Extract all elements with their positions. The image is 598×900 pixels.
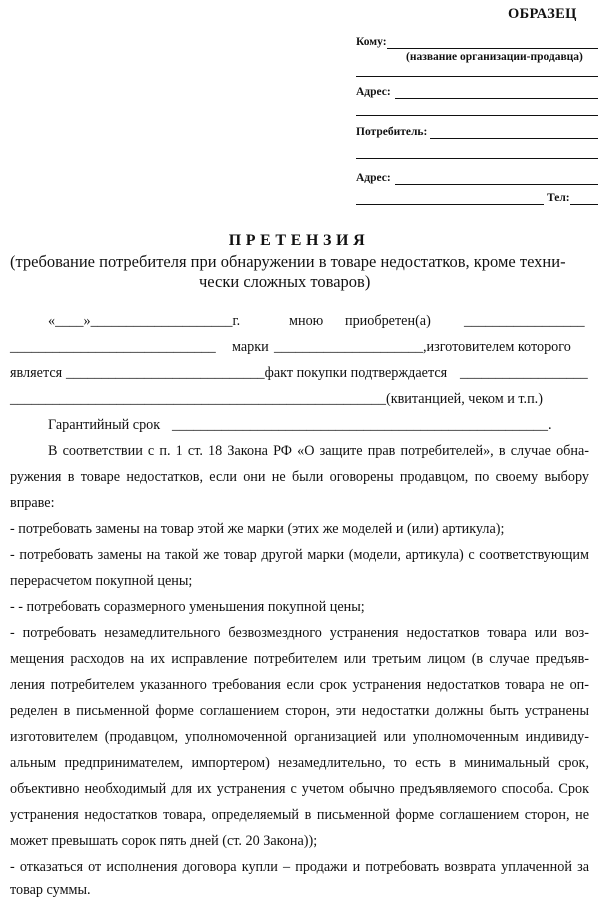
subtitle-line-2: чески сложных товаров) bbox=[199, 272, 371, 291]
consumer-field-line[interactable] bbox=[430, 138, 598, 139]
body-line: устранения недостатков товара, определяемый в письменной форме соглашением сторон, не bbox=[10, 807, 589, 823]
product-field[interactable]: _________________ bbox=[464, 313, 585, 329]
product-field-2[interactable]: _____________________________ bbox=[10, 339, 216, 355]
body-line: вправе: bbox=[10, 495, 55, 511]
consumer-address-field-line[interactable] bbox=[395, 184, 598, 185]
sample-stamp: ОБРАЗЕЦ bbox=[508, 6, 577, 22]
body-line: товар суммы. bbox=[10, 882, 91, 898]
org-field-line[interactable] bbox=[356, 76, 598, 77]
consumer-label: Потребитель: bbox=[356, 126, 428, 138]
body-line: В соответствии с п. 1 ст. 18 Закона РФ «О защите прав потребителей», в случае обна- bbox=[48, 443, 589, 459]
body-line: - потребовать незамедлительного безвозмездного устранения недостатков товара или воз- bbox=[10, 625, 589, 641]
body-line: - отказаться от исполнения договора купли – продажи и потребовать возврата уплаченной за bbox=[10, 859, 589, 875]
body-line: - потребовать замены на товар этой же марки (этих же моделей и (или) артикула); bbox=[10, 521, 505, 537]
brand-field[interactable]: _____________________,изготовителем которого bbox=[274, 339, 571, 355]
body-line: перерасчетом покупной цены; bbox=[10, 573, 193, 589]
warranty-field[interactable]: _____________________________________________________. bbox=[172, 417, 552, 433]
warranty-label: Гарантийный срок bbox=[48, 417, 161, 433]
body-line: ления потребителем указанного требования если срок устранения недостатков товара не оп- bbox=[10, 677, 589, 693]
subtitle-line-1: (требование потребителя при обнаружении в товаре недостатков, кроме техни- bbox=[10, 252, 566, 271]
body-line: альным предпринимателем, импортером) незамедлительно, то есть в минимальный срок, bbox=[10, 755, 589, 771]
acquired-text: приобретен(а) bbox=[345, 313, 431, 329]
body-line: ределен в письменной форме соглашением сторон, эти недостатки должны быть устранены bbox=[10, 703, 589, 719]
address-label: Адрес: bbox=[356, 86, 391, 98]
consumer-address-label: Адрес: bbox=[356, 172, 391, 184]
body-line: мещения расходов на их исправление потребителем или третьим лицом (в случае предъяв- bbox=[10, 651, 589, 667]
manufacturer-field[interactable]: ____________________________факт покупки подтверждается bbox=[66, 365, 448, 381]
phone-label: Тел: bbox=[547, 192, 570, 204]
body-line: изготовителем (продавцом, уполномоченной организацией или уполномоченным индивиду- bbox=[10, 729, 589, 745]
body-line: ружения в товаре недостатков, если они не были оговорены продавцом, по своему выбору bbox=[10, 469, 589, 485]
body-line: - потребовать замены на такой же товар другой марки (модели, артикула) с соответствующим bbox=[10, 547, 589, 563]
is-text: является bbox=[10, 365, 63, 381]
address-field-line-2[interactable] bbox=[356, 115, 598, 116]
proof-field[interactable]: __________________ bbox=[460, 365, 588, 381]
address-field-line[interactable] bbox=[395, 98, 598, 99]
consumer-field-line-2[interactable] bbox=[356, 158, 598, 159]
to-field-line[interactable] bbox=[387, 48, 598, 49]
to-label: Кому: bbox=[356, 36, 387, 48]
by-me-text: мною bbox=[289, 313, 324, 329]
body-line: - - потребовать соразмерного уменьшения покупной цены; bbox=[10, 599, 365, 615]
body-line: объективно необходимый для их устранения с учетом обычно предъявляемого способа. Срок bbox=[10, 781, 589, 797]
receipt-field[interactable]: _____________________________________________________(квитанцией, чеком и т.п.) bbox=[10, 391, 543, 407]
document-title: ПРЕТЕНЗИЯ bbox=[228, 232, 370, 249]
body-line: может превышать сорок пять дней (ст. 20 Закона)); bbox=[10, 833, 318, 849]
org-hint: (название организации-продавца) bbox=[406, 51, 583, 63]
purchase-date-field[interactable]: «____»____________________г. bbox=[48, 313, 241, 329]
phone-prefix-line[interactable] bbox=[356, 204, 544, 205]
phone-field-line[interactable] bbox=[570, 204, 598, 205]
brand-text: марки bbox=[232, 339, 269, 355]
